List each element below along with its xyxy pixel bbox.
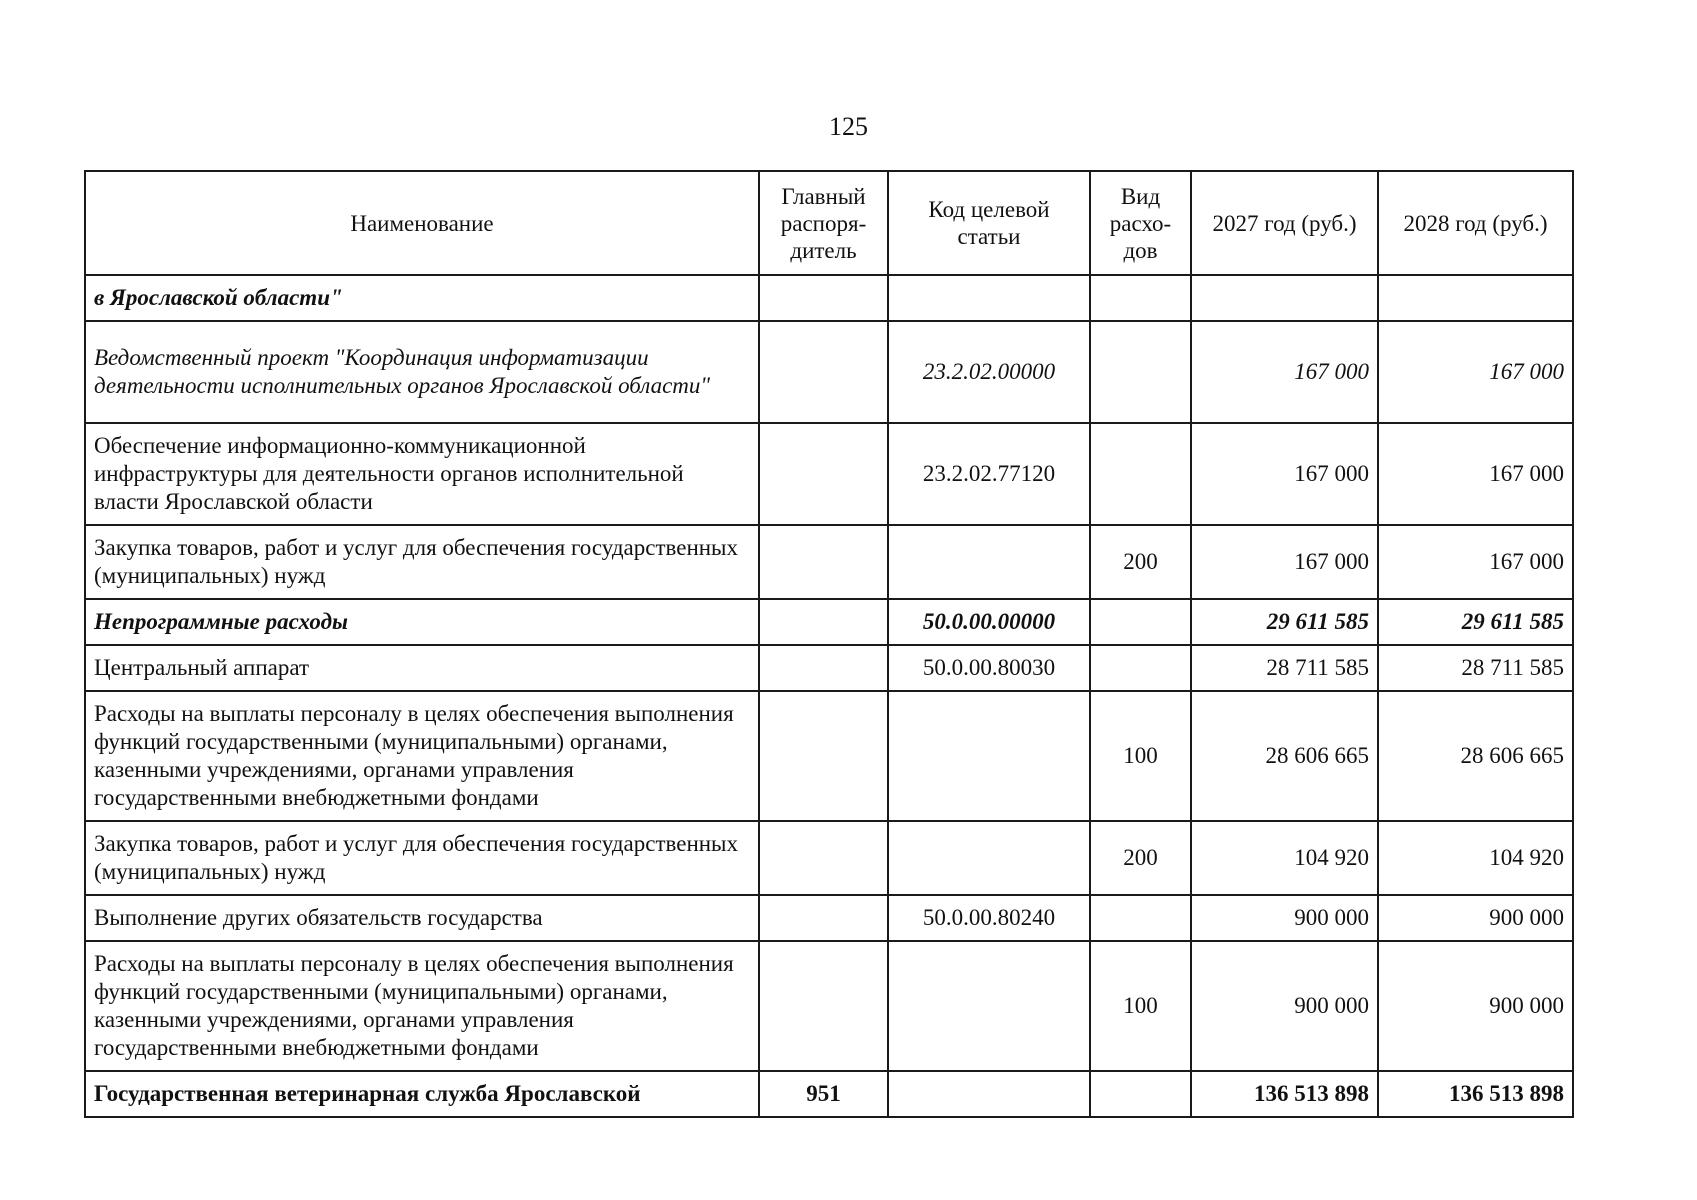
table-row [85, 275, 1573, 321]
cell-vid [1090, 275, 1191, 321]
cell-glavny [759, 691, 888, 821]
table-row [85, 645, 1573, 691]
cell-name: Государственная ветеринарная служба Ярославской [85, 1071, 759, 1117]
cell-2028: 167 000 [1378, 525, 1573, 599]
cell-kod [888, 941, 1090, 1071]
cell-vid [1090, 895, 1191, 941]
cell-name: Обеспечение информационно-коммуникационной инфраструктуры для деятельности органов исполнительной власти Ярославской области [85, 423, 759, 525]
header-2028: 2028 год (руб.) [1378, 171, 1573, 275]
cell-vid: 100 [1090, 691, 1191, 821]
cell-kod: 23.2.02.77120 [888, 423, 1090, 525]
table-row [85, 525, 1573, 599]
cell-2027: 167 000 [1191, 525, 1378, 599]
cell-kod [888, 275, 1090, 321]
table-row [85, 423, 1573, 525]
cell-kod: 50.0.00.80240 [888, 895, 1090, 941]
cell-glavny [759, 423, 888, 525]
cell-2027: 28 606 665 [1191, 691, 1378, 821]
table-row [85, 691, 1573, 821]
cell-2028: 29 611 585 [1378, 599, 1573, 645]
cell-vid [1090, 321, 1191, 423]
cell-vid [1090, 599, 1191, 645]
cell-glavny [759, 321, 888, 423]
cell-name: Расходы на выплаты персоналу в целях обеспечения выполнения функций государственными (муниципальными) органами, казенными учреждениями, органами управления государственными внебюджетными фондами [85, 941, 759, 1071]
cell-2027: 136 513 898 [1191, 1071, 1378, 1117]
cell-2027: 29 611 585 [1191, 599, 1378, 645]
cell-kod [888, 1071, 1090, 1117]
cell-kod: 23.2.02.00000 [888, 321, 1090, 423]
cell-name: Ведомственный проект "Координация информатизации деятельности исполнительных органов Ярославской области" [85, 321, 759, 423]
budget-table [84, 170, 1574, 1118]
header-glavny-rasporyaditel: Главный распоря-дитель [759, 171, 888, 275]
cell-2028: 136 513 898 [1378, 1071, 1573, 1117]
cell-glavny [759, 941, 888, 1071]
cell-name: Непрограммные расходы [85, 599, 759, 645]
cell-glavny [759, 275, 888, 321]
cell-vid [1090, 1071, 1191, 1117]
cell-2028: 167 000 [1378, 423, 1573, 525]
cell-kod [888, 525, 1090, 599]
table-row [85, 895, 1573, 941]
page-number: 125 [829, 112, 868, 141]
cell-kod: 50.0.00.00000 [888, 599, 1090, 645]
header-2027: 2027 год (руб.) [1191, 171, 1378, 275]
cell-glavny [759, 645, 888, 691]
cell-2027: 900 000 [1191, 941, 1378, 1071]
header-vid-raskhodov: Вид расхо-дов [1090, 171, 1191, 275]
cell-name: Расходы на выплаты персоналу в целях обеспечения выполнения функций государственными (муниципальными) органами, казенными учреждениями, органами управления государственными внебюджетными фондами [85, 691, 759, 821]
cell-vid: 200 [1090, 525, 1191, 599]
cell-vid [1090, 645, 1191, 691]
cell-kod: 50.0.00.80030 [888, 645, 1090, 691]
cell-name: в Ярославской области" [85, 275, 759, 321]
header-name: Наименование [85, 171, 759, 275]
cell-name: Закупка товаров, работ и услуг для обеспечения государственных (муниципальных) нужд [85, 821, 759, 895]
cell-2027 [1191, 275, 1378, 321]
table-header-row [85, 171, 1573, 275]
cell-glavny: 951 [759, 1071, 888, 1117]
cell-2027: 900 000 [1191, 895, 1378, 941]
cell-glavny [759, 525, 888, 599]
cell-2027: 28 711 585 [1191, 645, 1378, 691]
header-kod-tselevoy-stati: Код целевой статьи [888, 171, 1090, 275]
cell-2028: 104 920 [1378, 821, 1573, 895]
cell-glavny [759, 599, 888, 645]
cell-kod [888, 821, 1090, 895]
table-row [85, 821, 1573, 895]
cell-name: Выполнение других обязательств государства [85, 895, 759, 941]
cell-name: Центральный аппарат [85, 645, 759, 691]
cell-2028: 900 000 [1378, 941, 1573, 1071]
table-row [85, 599, 1573, 645]
cell-vid: 200 [1090, 821, 1191, 895]
cell-name: Закупка товаров, работ и услуг для обеспечения государственных (муниципальных) нужд [85, 525, 759, 599]
cell-vid [1090, 423, 1191, 525]
table-row [85, 1071, 1573, 1117]
cell-2028: 900 000 [1378, 895, 1573, 941]
cell-kod [888, 691, 1090, 821]
table-row [85, 321, 1573, 423]
cell-2028: 28 711 585 [1378, 645, 1573, 691]
cell-2027: 167 000 [1191, 423, 1378, 525]
cell-2027: 167 000 [1191, 321, 1378, 423]
table-row [85, 941, 1573, 1071]
cell-glavny [759, 821, 888, 895]
cell-2028 [1378, 275, 1573, 321]
cell-2027: 104 920 [1191, 821, 1378, 895]
cell-2028: 167 000 [1378, 321, 1573, 423]
cell-2028: 28 606 665 [1378, 691, 1573, 821]
cell-vid: 100 [1090, 941, 1191, 1071]
cell-glavny [759, 895, 888, 941]
